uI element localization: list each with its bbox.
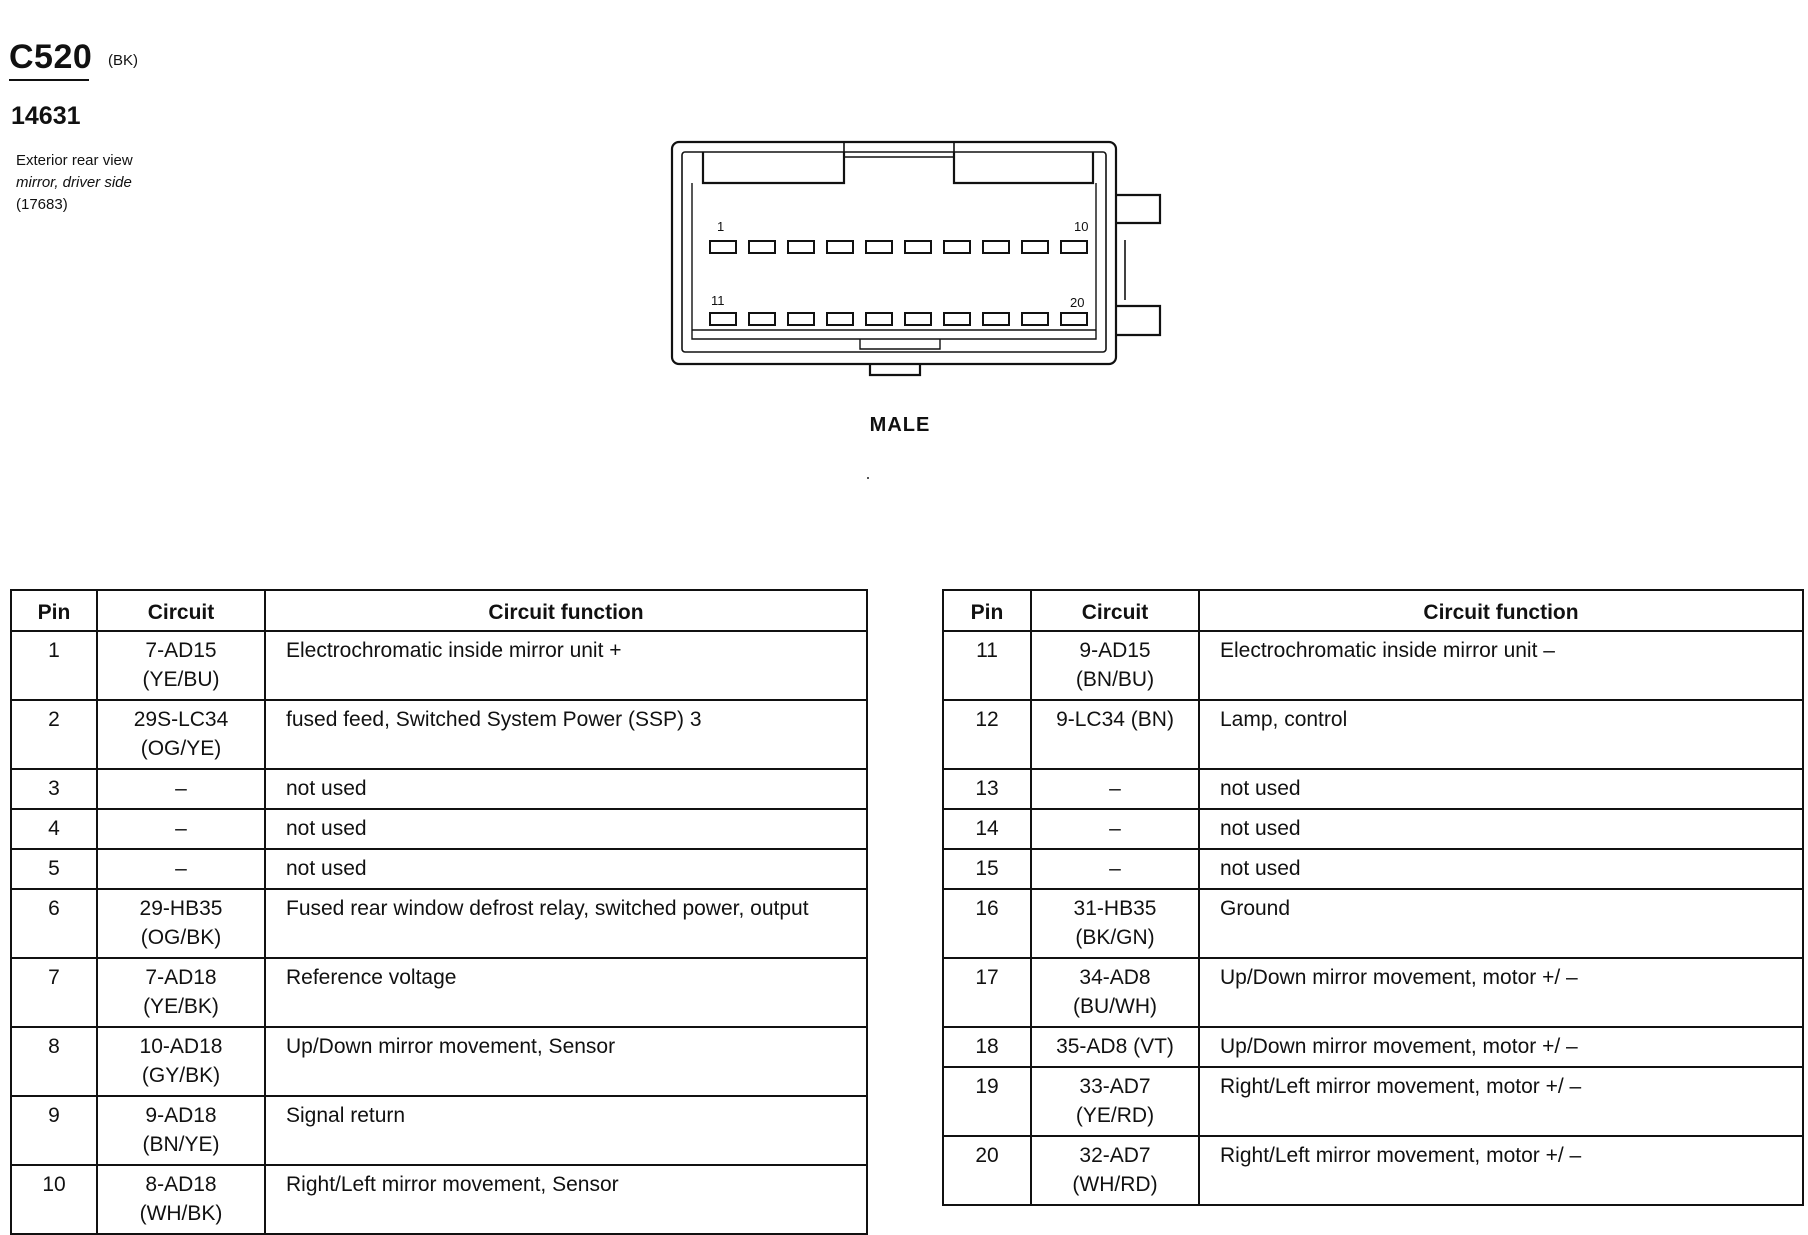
circuit-cell bbox=[97, 631, 265, 700]
table-row bbox=[11, 958, 867, 1027]
pin-number: 18 bbox=[943, 1027, 1031, 1067]
circuit-function: Right/Left mirror movement, Sensor bbox=[265, 1165, 867, 1234]
circuit-line: (BU/WH) bbox=[1073, 995, 1157, 1018]
pin-cavity-8 bbox=[983, 241, 1009, 253]
circuit-cell bbox=[97, 849, 265, 889]
pin-cavity-20 bbox=[1061, 313, 1087, 325]
pin-cavity-18 bbox=[983, 313, 1009, 325]
pin-number: 14 bbox=[943, 809, 1031, 849]
pin-number: 15 bbox=[943, 849, 1031, 889]
pin-cavity-11 bbox=[710, 313, 736, 325]
circuit-cell bbox=[1031, 1027, 1199, 1067]
circuit-cell bbox=[97, 1165, 265, 1234]
pin-cavity-14 bbox=[827, 313, 853, 325]
circuit-function: not used bbox=[265, 849, 867, 889]
pin-number: 9 bbox=[11, 1096, 97, 1165]
circuit-cell bbox=[1031, 700, 1199, 769]
pin-number: 10 bbox=[11, 1165, 97, 1234]
bottom-key bbox=[870, 364, 920, 375]
pin-cavity-3 bbox=[788, 241, 814, 253]
pin-cavity-10 bbox=[1061, 241, 1087, 253]
table-row bbox=[11, 631, 867, 700]
pin-number: 17 bbox=[943, 958, 1031, 1027]
pin-cavity-12 bbox=[749, 313, 775, 325]
circuit-line: (OG/BK) bbox=[140, 926, 222, 949]
locking-tab-lower bbox=[1116, 306, 1160, 335]
table-row bbox=[11, 1165, 867, 1234]
pin-number: 19 bbox=[943, 1067, 1031, 1136]
circuit-cell bbox=[97, 1096, 265, 1165]
circuit-line: 9-LC34 (BN) bbox=[1056, 708, 1174, 731]
circuit-line: – bbox=[175, 857, 187, 880]
circuit-function: Up/Down mirror movement, Sensor bbox=[265, 1027, 867, 1096]
pin-table-left bbox=[10, 589, 868, 1235]
circuit-line: 10-AD18 bbox=[139, 1035, 223, 1058]
pin-label-1: 1 bbox=[717, 219, 725, 234]
connector-description bbox=[16, 150, 196, 216]
circuit-line: 9-AD18 bbox=[145, 1104, 217, 1127]
connector-gender-label: MALE bbox=[869, 414, 931, 436]
circuit-cell bbox=[1031, 769, 1199, 809]
circuit-line: (BK/GN) bbox=[1075, 926, 1155, 949]
circuit-cell bbox=[1031, 809, 1199, 849]
pin-row-top bbox=[710, 241, 1087, 253]
connector-id: C520 bbox=[9, 38, 93, 76]
table-row bbox=[943, 1027, 1803, 1067]
pin-number: 8 bbox=[11, 1027, 97, 1096]
circuit-line: (WH/RD) bbox=[1072, 1173, 1158, 1196]
circuit-line: (OG/YE) bbox=[140, 737, 222, 760]
bottom-key-inner bbox=[860, 339, 940, 349]
circuit-line: – bbox=[175, 817, 187, 840]
table-row bbox=[943, 809, 1803, 849]
column-header-function: Circuit function bbox=[1199, 590, 1803, 631]
column-header-circuit: Circuit bbox=[97, 590, 265, 631]
pin-number: 11 bbox=[943, 631, 1031, 700]
circuit-line: (YE/RD) bbox=[1075, 1104, 1155, 1127]
table-row bbox=[943, 958, 1803, 1027]
circuit-cell bbox=[97, 700, 265, 769]
table-row bbox=[11, 1096, 867, 1165]
circuit-cell bbox=[1031, 631, 1199, 700]
circuit-cell bbox=[1031, 1136, 1199, 1205]
circuit-line: 7-AD15 bbox=[145, 639, 217, 662]
circuit-line: 9-AD15 bbox=[1079, 639, 1151, 662]
circuit-cell bbox=[1031, 849, 1199, 889]
pin-row-bottom bbox=[710, 313, 1087, 325]
circuit-cell bbox=[97, 769, 265, 809]
circuit-function: fused feed, Switched System Power (SSP) 3 bbox=[265, 700, 867, 769]
circuit-line: 32-AD7 bbox=[1079, 1144, 1151, 1167]
pin-cavity-7 bbox=[944, 241, 970, 253]
circuit-line: 7-AD18 bbox=[145, 966, 217, 989]
circuit-function: Reference voltage bbox=[265, 958, 867, 1027]
circuit-line: 34-AD8 bbox=[1079, 966, 1151, 989]
circuit-cell bbox=[1031, 889, 1199, 958]
description-line: mirror, driver side bbox=[16, 174, 132, 191]
circuit-line: (BN/YE) bbox=[142, 1133, 220, 1156]
circuit-function: Ground bbox=[1199, 889, 1803, 958]
latch-recess-right bbox=[954, 152, 1093, 183]
description-line: Exterior rear view bbox=[16, 152, 133, 169]
circuit-function: not used bbox=[1199, 809, 1803, 849]
latch-recess-left bbox=[703, 152, 844, 183]
circuit-function: Electrochromatic inside mirror unit – bbox=[1199, 631, 1803, 700]
pin-cavity-16 bbox=[905, 313, 931, 325]
table-row bbox=[11, 849, 867, 889]
pin-cavity-5 bbox=[866, 241, 892, 253]
circuit-cell bbox=[97, 1027, 265, 1096]
circuit-function: Electrochromatic inside mirror unit + bbox=[265, 631, 867, 700]
description-line: (17683) bbox=[16, 196, 68, 213]
table-row bbox=[943, 769, 1803, 809]
pin-label-11: 11 bbox=[711, 293, 725, 308]
circuit-cell bbox=[97, 889, 265, 958]
circuit-line: 31-HB35 bbox=[1073, 897, 1157, 920]
circuit-line: (WH/BK) bbox=[139, 1202, 223, 1225]
table-row bbox=[943, 700, 1803, 769]
pin-cavity-17 bbox=[944, 313, 970, 325]
connector-shell bbox=[672, 142, 1116, 364]
column-header-pin: Pin bbox=[943, 590, 1031, 631]
circuit-function: Right/Left mirror movement, motor +/ – bbox=[1199, 1136, 1803, 1205]
part-number: 14631 bbox=[11, 102, 81, 130]
circuit-function: not used bbox=[1199, 849, 1803, 889]
pin-cavity-13 bbox=[788, 313, 814, 325]
connector-color: (BK) bbox=[108, 52, 138, 69]
circuit-line: 29-HB35 bbox=[139, 897, 223, 920]
circuit-line: 33-AD7 bbox=[1079, 1075, 1151, 1098]
table-row bbox=[11, 769, 867, 809]
table-row bbox=[11, 889, 867, 958]
locking-tab-upper bbox=[1116, 195, 1160, 223]
circuit-function: Up/Down mirror movement, motor +/ – bbox=[1199, 958, 1803, 1027]
circuit-function: Right/Left mirror movement, motor +/ – bbox=[1199, 1067, 1803, 1136]
circuit-line: (YE/BU) bbox=[142, 668, 220, 691]
circuit-cell bbox=[1031, 958, 1199, 1027]
pin-number: 1 bbox=[11, 631, 97, 700]
circuit-line: (YE/BK) bbox=[143, 995, 219, 1018]
pin-number: 4 bbox=[11, 809, 97, 849]
table-row bbox=[943, 1067, 1803, 1136]
circuit-function: not used bbox=[1199, 769, 1803, 809]
table-row bbox=[943, 889, 1803, 958]
table-row bbox=[943, 1136, 1803, 1205]
connector-face-diagram bbox=[670, 135, 1170, 380]
circuit-line: – bbox=[1109, 817, 1121, 840]
circuit-line: – bbox=[1109, 857, 1121, 880]
guide-frame bbox=[692, 183, 1096, 339]
circuit-line: 29S-LC34 bbox=[133, 708, 229, 731]
circuit-cell bbox=[97, 809, 265, 849]
pin-number: 7 bbox=[11, 958, 97, 1027]
pin-cavity-9 bbox=[1022, 241, 1048, 253]
pin-number: 6 bbox=[11, 889, 97, 958]
circuit-line: (GY/BK) bbox=[141, 1064, 221, 1087]
table-row bbox=[11, 809, 867, 849]
pin-label-20: 20 bbox=[1070, 295, 1085, 310]
table-row bbox=[11, 700, 867, 769]
circuit-line: – bbox=[175, 777, 187, 800]
circuit-function: Up/Down mirror movement, motor +/ – bbox=[1199, 1027, 1803, 1067]
pin-number: 13 bbox=[943, 769, 1031, 809]
pin-cavity-4 bbox=[827, 241, 853, 253]
pin-number: 20 bbox=[943, 1136, 1031, 1205]
circuit-function: Lamp, control bbox=[1199, 700, 1803, 769]
pin-cavity-19 bbox=[1022, 313, 1048, 325]
pin-cavity-1 bbox=[710, 241, 736, 253]
circuit-function: Signal return bbox=[265, 1096, 867, 1165]
pin-cavity-2 bbox=[749, 241, 775, 253]
pin-cavity-6 bbox=[905, 241, 931, 253]
circuit-cell bbox=[1031, 1067, 1199, 1136]
circuit-function: not used bbox=[265, 769, 867, 809]
circuit-line: – bbox=[1109, 777, 1121, 800]
pin-label-10: 10 bbox=[1074, 219, 1089, 234]
table-row bbox=[943, 849, 1803, 889]
pin-number: 12 bbox=[943, 700, 1031, 769]
table-row bbox=[943, 631, 1803, 700]
pin-number: 5 bbox=[11, 849, 97, 889]
column-header-function: Circuit function bbox=[265, 590, 867, 631]
column-header-pin: Pin bbox=[11, 590, 97, 631]
column-header-circuit: Circuit bbox=[1031, 590, 1199, 631]
keyway-top bbox=[844, 143, 954, 157]
circuit-function: Fused rear window defrost relay, switched power, output bbox=[265, 889, 867, 958]
circuit-function: not used bbox=[265, 809, 867, 849]
connector-id-underline bbox=[9, 79, 89, 81]
table-row bbox=[11, 1027, 867, 1096]
pin-table-right bbox=[942, 589, 1804, 1206]
pin-number: 16 bbox=[943, 889, 1031, 958]
pin-number: 3 bbox=[11, 769, 97, 809]
circuit-line: (BN/BU) bbox=[1075, 668, 1155, 691]
circuit-cell bbox=[97, 958, 265, 1027]
pin-number: 2 bbox=[11, 700, 97, 769]
speck bbox=[867, 477, 869, 479]
circuit-line: 35-AD8 (VT) bbox=[1056, 1035, 1174, 1058]
circuit-line: 8-AD18 bbox=[145, 1173, 217, 1196]
pin-cavity-15 bbox=[866, 313, 892, 325]
